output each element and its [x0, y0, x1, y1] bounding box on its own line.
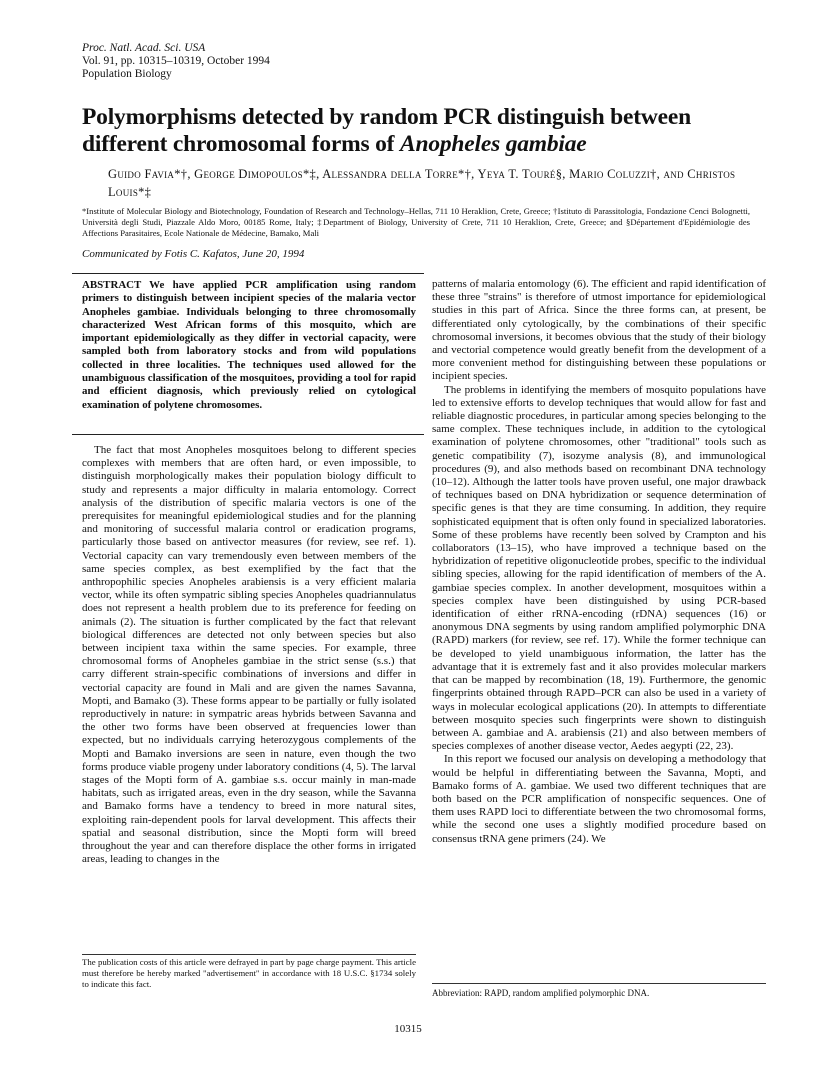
journal-header: [82, 42, 270, 81]
title-line-2-text: different chromosomal forms of: [82, 131, 395, 157]
page-number: 10315: [394, 1023, 422, 1035]
body-paragraph: The problems in identifying the members of mosquito populations have led to extensive efforts to develop techniques that would allow for fast and reliable diagnostic procedures, in particular among species belonging to the same complex. These techniques include, in addition to the cytological examination of polytene chromosomes, other "traditional" tools such as genetic compatibility (7), isozyme analysis (8), and immunological procedures (9), and also methods based on recombinant DNA technology (10–12). Although the latter tools have proven useful, one major drawback of techniques based on DNA hybridization or sequence determination of specific genes is that they are time consuming. In addition, they require sophisticated equipment that is often only found in specialized laboratories. Some of these problems have recently been solved by Crampton and his collaborators (13–15), who have improved a technique based on the hybridization of repetitive oligonucleotide probes, specific to the individual sibling species, allowing for the rapid identification of members of the A. gambiae species complex. In another development, mosquitoes within a species complex have been distinguished by using PCR-based identification of either rRNA-encoding (rDNA) sequences (16) or anonymous DNA segments by using random amplified polymorphic DNA (RAPD) markers (for review, see ref. 17). While the former technique can be developed to yield unambiguous information, the latter has the advantage that it is extremely fast and it also provides molecular markers that can be mapped by recombination (18, 19). Furthermore, the genomic fingerprints obtained through RAPD–PCR can also be used in a variety of ways in molecular ecological applications (20). In attempts to differentiate between mosquito species such fingerprints were shown to distinguish between A. gambiae and A. arabiensis (21) and also between members of species complexes of another disease vector, Aedes aegypti (22, 23).: [432, 383, 766, 753]
title-species: Anopheles gambiae: [399, 131, 587, 157]
communicated-by: Communicated by Fotis C. Kafatos, June 20, 1994: [82, 248, 305, 260]
article-title: [82, 104, 742, 158]
journal-volume: Vol. 91, pp. 10315–10319, October 1994: [82, 55, 270, 67]
body-paragraph: The fact that most Anopheles mosquitoes belong to different species complexes with members that are often hard, or even impossible, to distinguish morphologically makes their population biology difficult to study and represents a major difficulty in malaria entomology. Correct analysis of the distribution of specific malaria vectors is one of the prerequisites for meaningful epidemiological studies and for the planning and monitoring of successful malaria control or eradication programs, particularly those based on antivector measures (for review, see ref. 1). Vectorial capacity can vary tremendously even between members of the same species complex, as best exemplified by the fact that the anthropophilic species Anopheles arabiensis is a very efficient malaria vector, while its often sympatric sibling species Anopheles quadriannulatus does not represent a health problem due to its preference for feeding on animals (2). The situation is further complicated by the fact that relevant biological differences are detected not only between species but also between incipient taxa within the same species. For example, three chromosomal forms of Anopheles gambiae in the strict sense (s.s.) that carry different strain-specific combinations of inversions and differ in vectorial capacity are found in Mali and are given the names Savanna, Mopti, and Bamako (3). These forms appear to be partially or fully isolated reproductively in nature: in sympatric areas hybrids between Savanna and the other two forms have been observed at frequencies lower than expected, but no individuals carrying heterozygous complements of the Mopti and Bamako inversions are seen in nature, even though the two forms produce viable progeny under laboratory conditions (4, 5). The larval stages of the Mopti form of A. gambiae s.s. occur mainly in man-made habitats, such as irrigated areas, even in the dry season, while the Savanna and Bamako forms have a tendency to breed in more natural sites, exploiting rain-dependent pools for larval development. This affects their spatial and seasonal distribution, since the Mopti form will breed throughout the year and can therefore displace the other forms in irrigated areas, leading to changes in the: [82, 444, 416, 866]
author-list: Guido Favia*†, George Dimopoulos*‡, Alessandra della Torre*†, Yeya T. Touré§, Mario Coluzzi†, and Christos Louis*‡: [108, 167, 736, 199]
abbreviation-divider: [432, 983, 766, 984]
body-paragraph: In this report we focused our analysis on developing a methodology that would be helpful in differentiating between the Savanna, Mopti, and Bamako forms of A. gambiae. We used two different techniques that are both based on the PCR amplification of nonspecific sequences. One of them uses RAPD loci to differentiate between the two chromosomal forms, while the second one uses a slightly modified procedure based on consensus tRNA gene primers (24). We: [432, 753, 766, 845]
footnote-divider: [82, 954, 416, 955]
body-column-left: [82, 444, 416, 867]
abbreviation-footnote: Abbreviation: RAPD, random amplified polymorphic DNA.: [432, 988, 650, 998]
body-column-right: [432, 278, 766, 846]
title-line-1: Polymorphisms detected by random PCR distinguish between: [82, 104, 691, 130]
journal-name: Proc. Natl. Acad. Sci. USA: [82, 42, 206, 54]
title-line-2: [82, 131, 742, 158]
publication-cost-footnote: The publication costs of this article were defrayed in part by page charge payment. This article must therefore be hereby marked "advertisement" in accordance with 18 U.S.C. §1734 solely to indicate this fact.: [82, 957, 416, 989]
journal-section: Population Biology: [82, 68, 172, 80]
affiliations: *Institute of Molecular Biology and Biotechnology, Foundation of Research and Technology–Hellas, 711 10 Heraklion, Crete, Greece; †Istituto di Parassitologia, Fondazione Cenci Bolognetti, Università degli Studi, Piazzale Aldo Moro, 00185 Rome, Italy; ‡Department of Biology, University of Crete, 711 10 Heraklion, Crete, Greece; and §Département d'Epidémiologie des Affections Parasitaires, Ecole Nationale de Médecine, Bamako, Mali: [82, 206, 750, 238]
abstract: ABSTRACT We have applied PCR amplification using random primers to distinguish between incipient species of the malaria vector Anopheles gambiae. Individuals belonging to three chromosomally characterized West African forms of this mosquito, which are important epidemiologically as they differ in vectorial capacity, were sampled both from laboratory stocks and from wild populations collected in three localities. The techniques used allowed for the unambiguous classification of the mosquitoes, providing a tool for rapid and efficient diagnosis, which previously relied on cytological examination of polytene chromosomes.: [82, 279, 416, 411]
body-paragraph: patterns of malaria entomology (6). The efficient and rapid identification of these three "strains" is therefore of utmost importance for epidemiological studies in this part of Africa. Since the three forms can, at present, be differentiated only cytologically, by the combinations of their specific chromosomal inversions, it becomes obvious that the study of their biology and vectorial competence would greatly benefit from the development of a more convenient method for distinguishing between these populations or incipient species.: [432, 278, 766, 383]
